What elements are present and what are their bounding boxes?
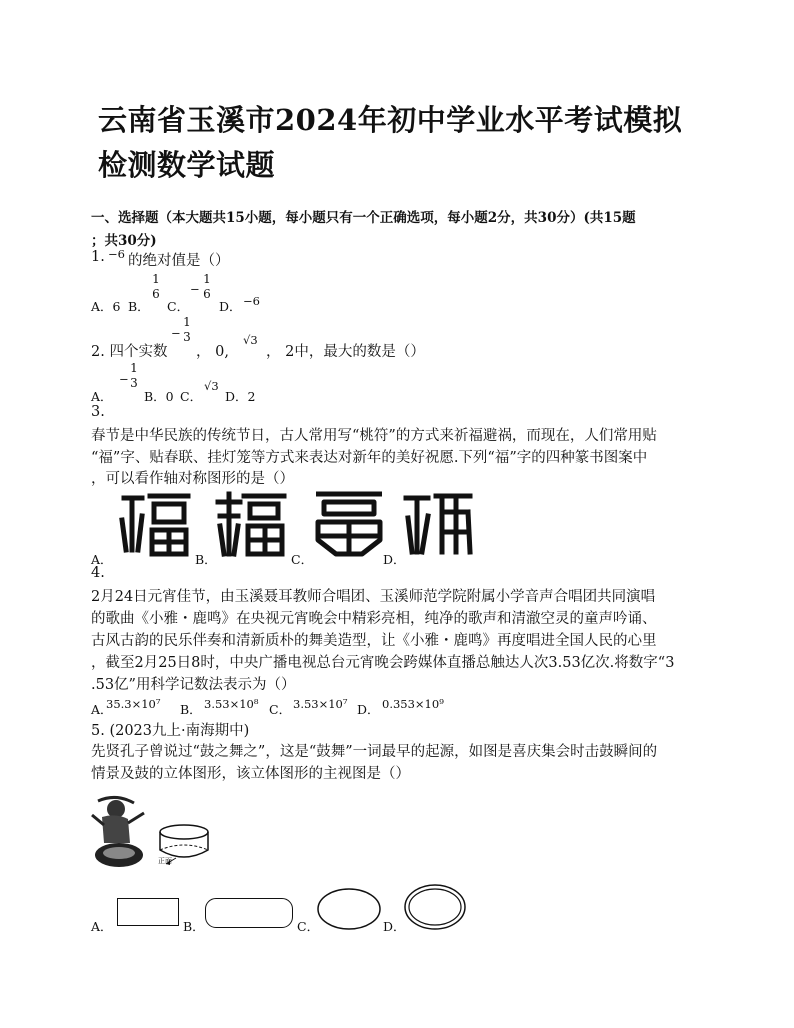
q4-option-b-value: 3.53×10⁸: [204, 697, 259, 711]
q5-option-a-rectangle: [117, 898, 179, 926]
q1-stem: 的绝对值是（）: [128, 253, 230, 269]
page-title-line2: 检测数学试题: [98, 148, 276, 182]
seal-fu-d-image: [402, 490, 477, 560]
q3-line1: 春节是中华民族的传统节日，古人常用写“桃符”的方式来祈福避祸，而现在，人们常用贴: [91, 428, 657, 444]
q2-stem-a: 2. 四个实数: [91, 344, 168, 360]
q2-option-c-value: √3: [204, 379, 219, 393]
q3-option-b-label: B．: [195, 552, 217, 567]
q4-option-a-value: 35.3×10⁷: [106, 697, 161, 711]
q4-option-c-value: 3.53×10⁷: [293, 697, 348, 711]
q1-option-d-label: D．: [219, 299, 242, 314]
q5-option-b-label: B．: [183, 919, 205, 934]
q2-frac-sign: −: [171, 326, 181, 340]
q2-stem-fraction: [181, 315, 193, 344]
q2-stem-c: ， 2中，最大的数是（）: [266, 344, 425, 360]
q4-option-d-value: 0.353×10⁹: [382, 697, 444, 711]
q4-option-c-label: C．: [269, 702, 292, 717]
q5-option-a-label: A．: [91, 919, 113, 934]
fraction-numerator: 1: [130, 361, 138, 375]
q5-option-d-label: D．: [383, 919, 406, 934]
fraction-numerator: 1: [203, 272, 211, 286]
fraction-denominator: 3: [183, 330, 191, 344]
seal-fu-a-image: [118, 490, 193, 560]
seal-fu-b-image: [214, 490, 289, 560]
q4-option-b-label: B．: [180, 702, 202, 717]
q1-option-b-label: B．: [128, 299, 150, 314]
fraction-denominator: 6: [203, 287, 211, 301]
q3-line3: ，可以看作轴对称图形的是（）: [91, 471, 294, 487]
fraction-numerator: 1: [152, 272, 160, 286]
q2-stem-b: ， 0,: [196, 344, 229, 360]
q4-line3: 古风古韵的民乐伴奏和清新质朴的舞美造型，让《小雅・鹿鸣》再度唱进全国人民的心里: [91, 633, 657, 649]
q2-option-d: D．2: [225, 389, 256, 404]
q1-option-c-fraction: [201, 272, 213, 301]
q2-option-c-label: C．: [180, 389, 203, 404]
q4-line2: 的歌曲《小雅・鹿鸣》在央视元宵晚会中精彩亮相，纯净的歌声和清澈空灵的童声吟诵、: [91, 611, 657, 627]
q2-option-b: B．0: [144, 389, 174, 404]
q5-option-c-label: C．: [297, 919, 320, 934]
q1-option-d-value: −6: [243, 294, 260, 308]
q3-number: 3.: [91, 404, 105, 420]
q3-option-a-label: A．: [91, 552, 113, 567]
q5-option-d-double-ellipse: [403, 883, 467, 931]
q5-option-b-rounded-rect: [205, 898, 293, 928]
q1-option-a: A．6: [91, 299, 121, 314]
drummer-illustration: [88, 795, 150, 871]
q4-line4: ，截至2月25日8时，中央广播电视总台元宵晚会跨媒体直播总触达人次3.53亿次.将数字“3: [91, 655, 675, 671]
section-header-line1: 一、选择题（本大题共15小题，每小题只有一个正确选项，每小题2分，共30分）(共15题: [91, 210, 636, 226]
q4-option-d-label: D．: [357, 702, 380, 717]
fraction-denominator: 3: [130, 376, 138, 390]
fraction-denominator: 6: [152, 287, 160, 301]
q5-line2: 情景及鼓的立体图形，该立体图形的主视图是（）: [91, 766, 410, 782]
q4-number: 4.: [91, 565, 105, 581]
q2-option-a-sign: −: [119, 372, 129, 386]
seal-fu-c-image: [312, 488, 387, 560]
q2-option-a-fraction: [128, 361, 140, 390]
drum-front-label: 正面: [158, 857, 172, 865]
q4-line5: .53亿”用科学记数法表示为（）: [91, 677, 296, 693]
q4-line1: 2月24日元宵佳节，由玉溪聂耳教师合唱团、玉溪师范学院附属小学音声合唱团共同演唱: [91, 589, 656, 605]
q3-option-c-label: C．: [291, 552, 314, 567]
q5-option-c-ellipse: [316, 887, 382, 931]
q2-sqrt: √3: [243, 333, 258, 347]
page-title-line1: 云南省玉溪市2024年初中学业水平考试模拟: [98, 103, 683, 137]
q1-option-b-fraction: [150, 272, 162, 301]
q5-header: 5. (2023九上·南海期中): [91, 723, 250, 739]
q3-line2: “福”字、贴春联、挂灯笼等方式来表达对新年的美好祝愿.下列“福”字的四种篆书图案中: [91, 450, 648, 466]
section-header-line2: ；共30分): [91, 233, 157, 249]
q2-option-a-label: A．: [91, 389, 113, 404]
q4-option-a-label: A．: [91, 702, 113, 717]
q1-number: 1.: [91, 249, 105, 265]
q1-stem-value: −6: [108, 247, 125, 261]
q1-option-c-sign: −: [190, 282, 200, 296]
q3-option-d-label: D．: [383, 552, 406, 567]
q1-option-c-label: C．: [167, 299, 190, 314]
q5-line1: 先贤孔子曾说过“鼓之舞之”，这是“鼓舞”一词最早的起源，如图是喜庆集会时击鼓瞬间的: [91, 744, 658, 760]
fraction-numerator: 1: [183, 315, 191, 329]
